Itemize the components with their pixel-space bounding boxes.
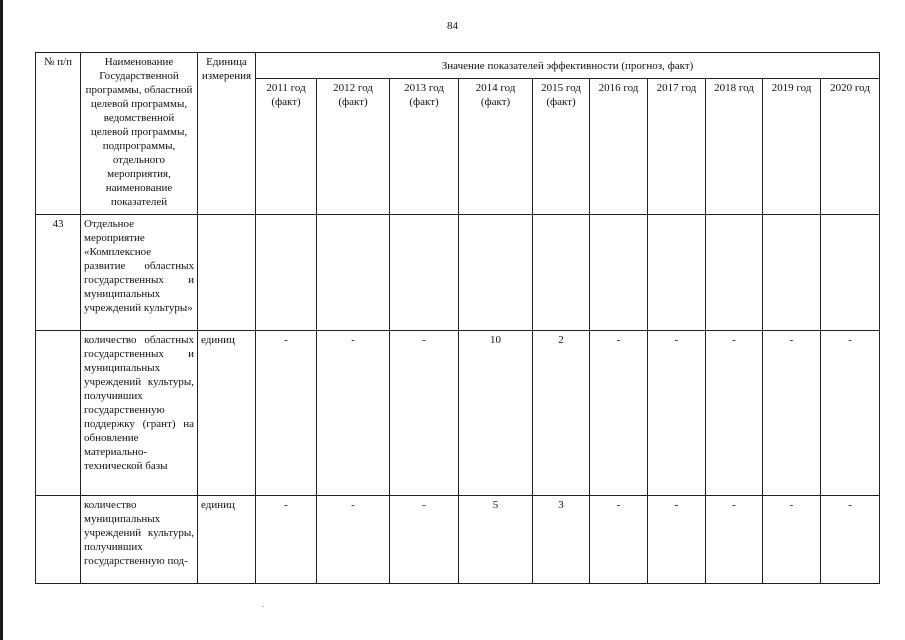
row-value: - <box>706 496 763 584</box>
row-value: - <box>390 331 459 496</box>
table-header-row <box>36 53 880 79</box>
row-value <box>390 215 459 331</box>
row-num <box>36 496 81 584</box>
row-value: - <box>317 331 390 496</box>
row-value <box>317 215 390 331</box>
header-year: 2016 год <box>590 79 648 215</box>
scan-speck <box>262 606 264 607</box>
table-row <box>36 215 880 331</box>
row-value: - <box>590 331 648 496</box>
header-year: 2012 год (факт) <box>317 79 390 215</box>
row-value: 5 <box>459 496 533 584</box>
row-value <box>590 215 648 331</box>
row-value: - <box>648 331 706 496</box>
row-value: - <box>256 496 317 584</box>
row-value <box>821 215 880 331</box>
row-unit: единиц <box>198 496 256 584</box>
row-value: - <box>763 496 821 584</box>
row-value: - <box>648 496 706 584</box>
header-year: 2019 год <box>763 79 821 215</box>
row-value: 10 <box>459 331 533 496</box>
page-left-edge <box>0 0 3 640</box>
table-row <box>36 331 880 496</box>
row-value: - <box>821 331 880 496</box>
table-row <box>36 496 880 584</box>
header-year: 2017 год <box>648 79 706 215</box>
header-year: 2013 год (факт) <box>390 79 459 215</box>
row-name: количество муниципальных учреждений культуры, получивших государственную под- <box>81 496 198 584</box>
header-num: № п/п <box>36 53 81 215</box>
row-unit: единиц <box>198 331 256 496</box>
header-year: 2018 год <box>706 79 763 215</box>
page-number: 84 <box>447 20 458 32</box>
row-name: количество областных государственных и муниципальных учреждений культуры, получивших государственную поддержку (грант) на обновление материально-технической базы <box>81 331 198 496</box>
row-value: - <box>390 496 459 584</box>
header-year: 2015 год (факт) <box>533 79 590 215</box>
header-year: 2020 год <box>821 79 880 215</box>
row-value <box>256 215 317 331</box>
row-value: - <box>256 331 317 496</box>
row-value <box>763 215 821 331</box>
row-value <box>648 215 706 331</box>
header-values-group: Значение показателей эффективности (прогноз, факт) <box>256 53 880 79</box>
row-name: Отдельное мероприятие «Комплексное развитие областных государственных и муниципальных учреждений культуры» <box>81 215 198 331</box>
header-unit: Единица измерения <box>198 53 256 215</box>
row-num <box>36 331 81 496</box>
row-value: - <box>706 331 763 496</box>
row-value: 2 <box>533 331 590 496</box>
row-value: - <box>821 496 880 584</box>
header-year: 2014 год (факт) <box>459 79 533 215</box>
header-year: 2011 год (факт) <box>256 79 317 215</box>
row-unit <box>198 215 256 331</box>
row-num: 43 <box>36 215 81 331</box>
row-value <box>706 215 763 331</box>
row-value: 3 <box>533 496 590 584</box>
row-value <box>459 215 533 331</box>
row-value: - <box>763 331 821 496</box>
row-value <box>533 215 590 331</box>
row-value: - <box>590 496 648 584</box>
indicator-table <box>35 52 880 584</box>
row-value: - <box>317 496 390 584</box>
header-name: Наименование Государственной программы, областной целевой программы, ведомственной целевой программы, подпрограммы, отдельного мероприятия, наименование показателей <box>81 53 198 215</box>
